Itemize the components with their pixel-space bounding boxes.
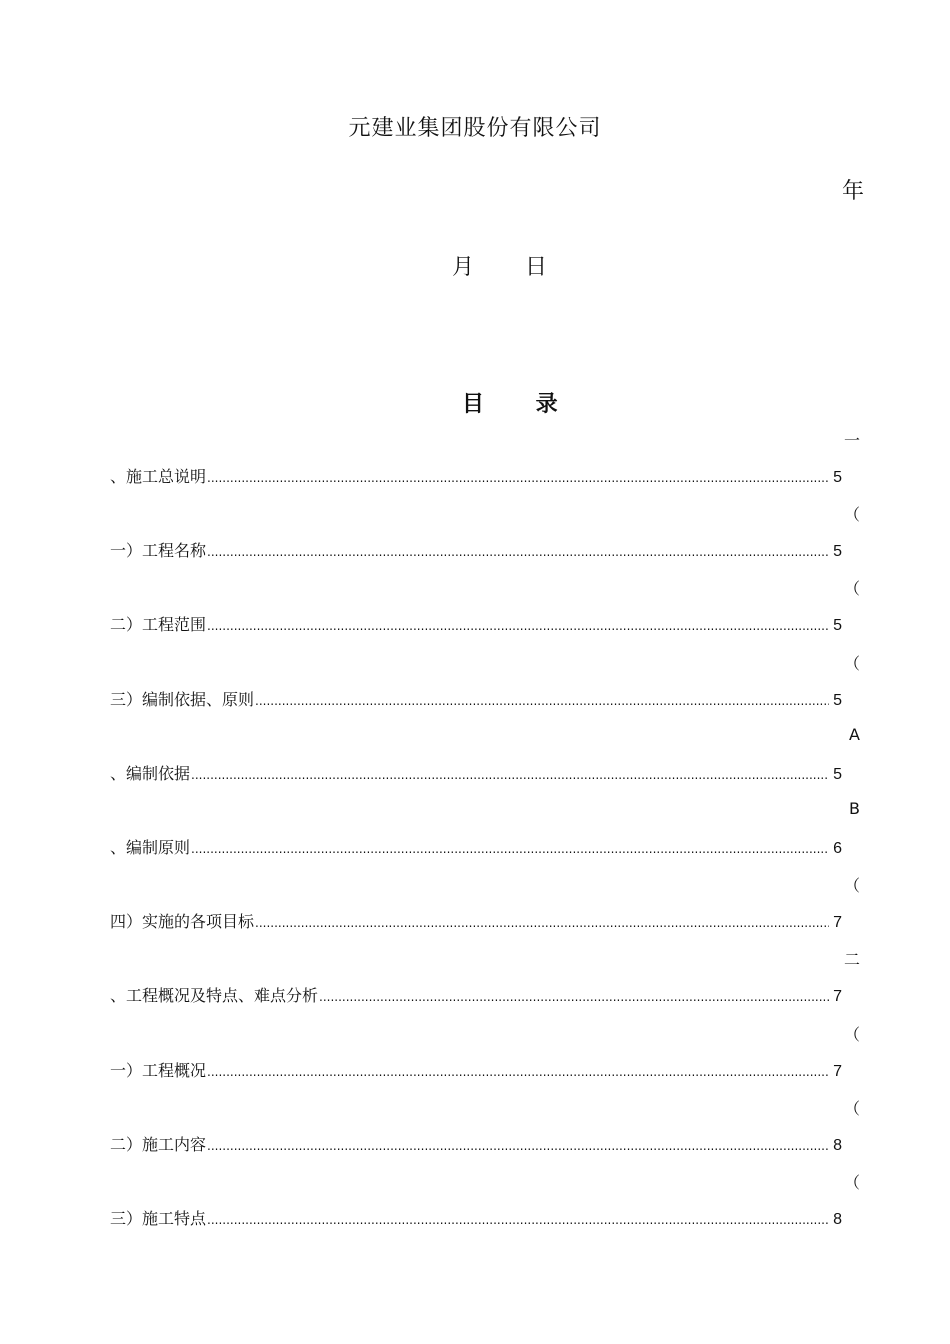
toc-dot-leader <box>255 916 829 930</box>
toc-entry-prefix: （ <box>843 1098 860 1118</box>
toc-entry-page-number: 8 <box>833 1136 842 1154</box>
toc-dot-leader <box>207 545 829 559</box>
toc-entry-line <box>110 687 842 710</box>
toc-entry-prefix: 一 <box>843 431 860 450</box>
toc-entry[interactable] <box>0 873 950 947</box>
toc-entry-title: 三）施工特点 <box>110 1209 207 1228</box>
toc-entry[interactable] <box>0 576 950 650</box>
toc-entry-title: 二）施工内容 <box>110 1134 207 1154</box>
toc-dot-leader <box>191 842 829 856</box>
toc-entry[interactable] <box>0 651 950 725</box>
toc-entry-title: 二）工程范围 <box>110 615 207 635</box>
toc-entry-title: 三）编制依据、原则 <box>110 689 255 709</box>
toc-entry-title: 、施工总说明 <box>110 467 207 486</box>
toc-entry-prefix: B <box>849 799 860 818</box>
toc-entry-page-number: 6 <box>833 840 842 857</box>
toc-entry-prefix: 二 <box>843 950 860 970</box>
toc-entry[interactable] <box>0 502 950 576</box>
toc-entry-prefix: A <box>849 724 860 744</box>
toc-entry-page-number: 5 <box>833 543 842 561</box>
toc-entry-prefix: （ <box>843 1024 860 1044</box>
company-name: 元建业集团股份有限公司 <box>348 116 602 141</box>
toc-entry-line <box>110 983 842 1006</box>
toc-entry-page-number: 7 <box>833 1062 842 1080</box>
toc-entry-prefix: （ <box>843 876 860 896</box>
toc-entry-title: 一）工程概况 <box>110 1060 207 1080</box>
toc-entry-page-number: 5 <box>833 617 842 635</box>
toc-entry-title: 四）实施的各项目标 <box>110 912 255 932</box>
day-label: 日 <box>525 255 548 280</box>
toc-dot-leader <box>207 1065 829 1079</box>
toc-dot-leader <box>207 1139 829 1153</box>
toc-entry-title: 一）工程名称 <box>110 541 207 561</box>
toc-entry[interactable] <box>0 428 950 502</box>
toc-title: 目 录 <box>462 392 580 417</box>
year-label: 年 <box>842 179 865 204</box>
toc-dot-leader <box>207 619 829 633</box>
toc-entry[interactable] <box>0 1096 950 1170</box>
toc-entry-line <box>110 835 842 858</box>
toc-entry-prefix: （ <box>843 579 860 599</box>
toc-entry-title: 、工程概况及特点、难点分析 <box>110 986 319 1006</box>
toc-entry-prefix: （ <box>843 653 860 673</box>
toc-dot-leader <box>255 694 829 708</box>
toc-entry-prefix: （ <box>843 1173 860 1192</box>
toc-entry-page-number: 7 <box>833 988 842 1006</box>
toc-entry-page-number: 5 <box>833 691 842 709</box>
toc-entry-page-number: 5 <box>833 765 842 783</box>
toc-entry-page-number: 5 <box>833 469 842 486</box>
toc-entry-line <box>110 909 842 932</box>
toc-dot-leader <box>191 768 829 782</box>
month-label: 月 <box>452 255 475 280</box>
toc-entry-title: 、编制依据 <box>110 763 191 783</box>
toc-entry-title: 、编制原则 <box>110 838 191 857</box>
toc-entry-page-number: 7 <box>833 914 842 932</box>
toc-entry[interactable] <box>0 725 950 799</box>
toc-entry-line <box>110 538 842 561</box>
toc-entry-line <box>110 1132 842 1155</box>
toc-entry-line <box>110 612 842 635</box>
toc-entry[interactable] <box>0 1170 950 1244</box>
toc-entry-line <box>110 1058 842 1081</box>
toc-dot-leader <box>319 990 829 1004</box>
toc-entry[interactable] <box>0 799 950 873</box>
toc-entry[interactable] <box>0 947 950 1021</box>
toc-entry[interactable] <box>0 1022 950 1096</box>
toc-dot-leader <box>207 471 829 485</box>
toc-dot-leader <box>207 1213 829 1227</box>
toc-entry-line <box>110 464 842 487</box>
toc-entry-prefix: （ <box>843 505 860 525</box>
toc-entry-line <box>110 761 842 784</box>
toc-entry-line <box>110 1206 842 1229</box>
toc-entry-page-number: 8 <box>833 1211 842 1228</box>
